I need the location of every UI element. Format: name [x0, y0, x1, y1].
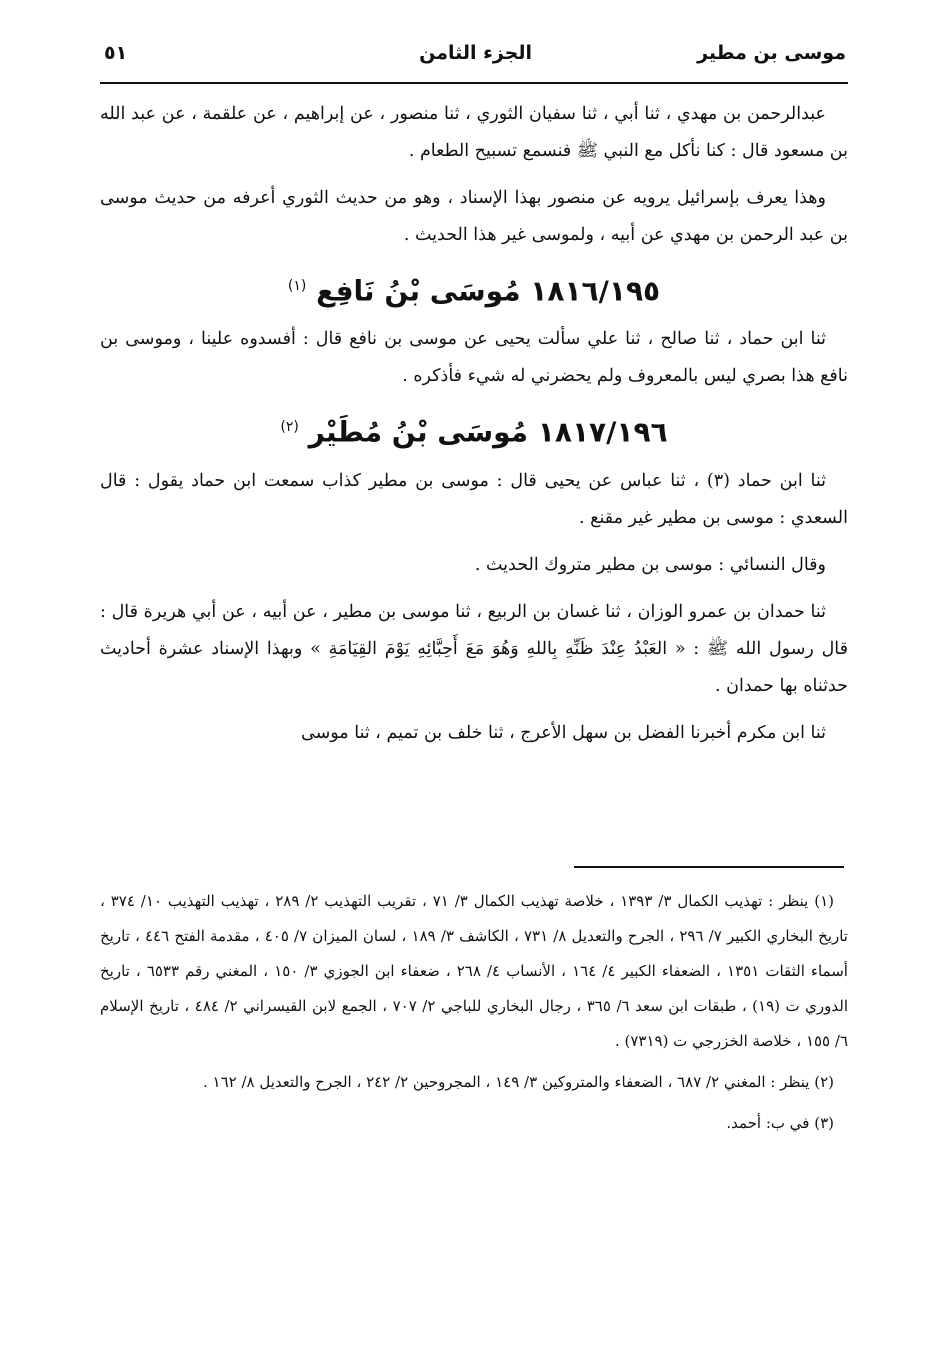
footnote: (٢) ينظر : المغني ٢/ ٦٨٧ ، الضعفاء والمتروكين ٣/ ١٤٩ ، المجروحين ٢/ ٢٤٢ ، الجرح والتعديل ٨/ ١٦٢ .: [203, 1073, 834, 1091]
main-text: [100, 96, 848, 762]
paragraph: وهذا يعرف بإسرائيل يرويه عن منصور بهذا الإسناد ، وهو من حديث الثوري أعرفه من حديث موسى بن عبد الرحمن بن مهدي عن أبيه ، ولموسى غير هذا الحديث .: [100, 188, 848, 245]
entry-heading: [100, 264, 848, 313]
paragraph: ثنا حمدان بن عمرو الوزان ، ثنا غسان بن الربيع ، ثنا موسى بن مطير ، عن أبيه ، عن أبي هريرة قال : قال رسول الله ﷺ : « العَبْدُ عِنْدَ ظَنِّهِ بِاللهِ وَهُوَ مَعَ أَحِبَّائِهِ يَوْمَ القِيَامَةِ » وبهذا الإسناد عشرة أحاديث حدثناه بها حمدان .: [100, 601, 848, 696]
entry-name: مُوسَى بْنُ مُطَيْر: [308, 415, 529, 449]
footnote: (١) ينظر : تهذيب الكمال ٣/ ١٣٩٣ ، خلاصة تهذيب الكمال ٣/ ٧١ ، تقريب التهذيب ٢/ ٢٨٩ ، تهذيب التهذيب ١٠/ ٣٧٤ ، تاريخ البخاري الكبير ٧/ ٢٩٦ ، الجرح والتعديل ٨/ ٧٣١ ، الكاشف ٣/ ١٨٩ ، لسان الميزان ٧/ ٤٠٥ ، مقدمة الفتح ٤٤٦ ، تاريخ أسماء الثقات ١٣٥١ ، الضعفاء الكبير ٤/ ١٦٤ ، الأنساب ٤/ ٢٦٨ ، ضعفاء ابن الجوزي ٣/ ١٥٠ ، المغني رقم ٦٥٣٣ ، تاريخ الدوري ت (١٩) ، طبقات ابن سعد ٦/ ٣٦٥ ، رجال البخاري للباجي ٢/ ٧٠٧ ، الجمع لابن القيسراني ٢/ ٤٨٤ ، تاريخ الإسلام ٦/ ١٥٥ ، خلاصة الخزرجي ت (٧٣١٩) .: [100, 892, 849, 1050]
footnote-ref: (١): [287, 278, 307, 294]
footnote-ref: (٢): [280, 419, 299, 436]
paragraph: ثنا ابن مكرم أخبرنا الفضل بن سهل الأعرج ، ثنا خلف بن تميم ، ثنا موسى: [301, 722, 826, 743]
footnote-separator: [574, 866, 844, 868]
volume-part: الجزء الثامن: [419, 42, 532, 64]
entry-name: مُوسَى بْنُ نَافِع: [316, 274, 521, 308]
paragraph: ثنا ابن حماد ، ثنا صالح ، ثنا علي سألت يحيى عن موسى بن نافع قال : أفسدوه علينا ، وموسى بن نافع هذا بصري ليس بالمعروف ولم يحضرني له شيء فأذكره .: [100, 329, 848, 387]
page-number: ٥١: [104, 42, 128, 64]
entry-number: ١٨١٧/١٩٦: [537, 415, 668, 449]
paragraph: عبدالرحمن بن مهدي ، ثنا أبي ، ثنا سفيان الثوري ، ثنا منصور ، عن إبراهيم ، عن علقمة ، عن عبد الله بن مسعود قال : كنا نأكل مع النبي ﷺ فنسمع تسبيح الطعام .: [100, 104, 848, 161]
paragraph: وقال النسائي : موسى بن مطير متروك الحديث .: [474, 554, 826, 575]
footnote: (٣) في ب: أحمد.: [726, 1114, 834, 1132]
entry-heading: [100, 405, 848, 454]
entry-number: ١٨١٦/١٩٥: [530, 274, 661, 308]
paragraph: ثنا ابن حماد (٣) ، ثنا عباس عن يحيى قال : موسى بن مطير كذاب سمعت ابن حماد يقول : قال السعدي : موسى بن مطير غير مقنع .: [100, 470, 848, 528]
footnotes: [100, 884, 848, 1147]
page-header: [100, 38, 848, 84]
running-title: موسى بن مطير: [697, 42, 846, 64]
